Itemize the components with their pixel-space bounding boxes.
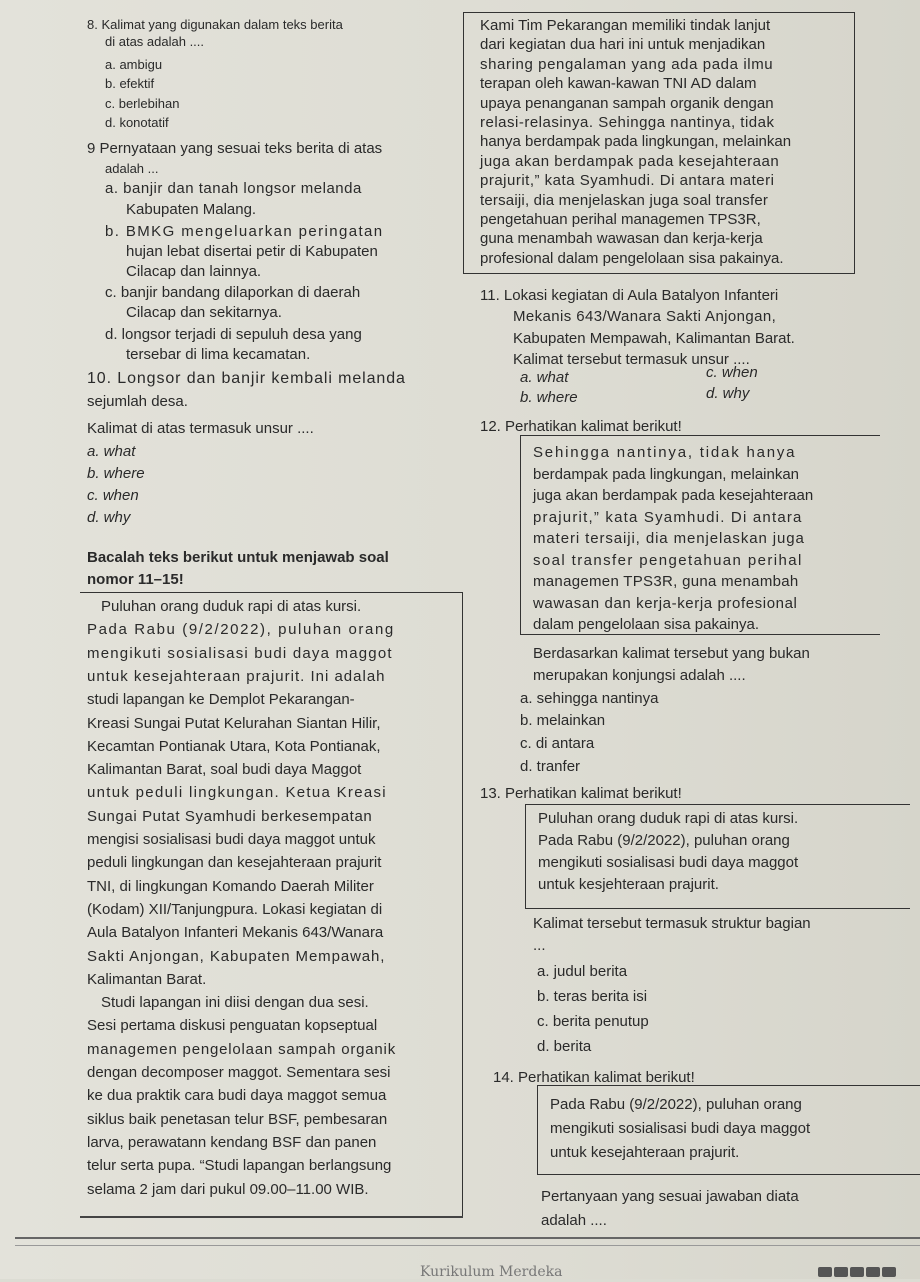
instruction-line: Bacalah teks berikut untuk menjawab soal — [87, 549, 389, 566]
q9-option: a. banjir dan tanah longsor melanda — [105, 180, 362, 197]
q12-quote-line: prajurit,” kata Syamhudi. Di antara — [533, 508, 803, 526]
article-left-line: mengikuti sosialisasi budi daya maggot — [87, 644, 393, 662]
q12-quote-line: Sehingga nantinya, tidak hanya — [533, 444, 797, 461]
q12-quote-line: managemen TPS3R, guna menambah — [533, 573, 799, 590]
q9-option: Cilacap dan sekitarnya. — [126, 304, 282, 321]
q12-option: c. di antara — [520, 735, 595, 752]
q8-question-line: 8. Kalimat yang digunakan dalam teks berita — [87, 17, 343, 32]
q12-stem: merupakan konjungsi adalah .... — [533, 667, 746, 684]
page-marker-icon — [818, 1264, 898, 1282]
q13-quote-line: Puluhan orang duduk rapi di atas kursi. — [538, 810, 799, 827]
article-left-line: (Kodam) XII/Tanjungpura. Lokasi kegiatan di — [87, 900, 383, 918]
q13-quote-line: untuk kesjehteraan prajurit. — [538, 876, 719, 893]
page-bottom-rule — [15, 1237, 920, 1239]
q12-option: a. sehingga nantinya — [520, 690, 659, 707]
page-bottom-rule-thin — [15, 1245, 920, 1246]
q9-option: hujan lebat disertai petir di Kabupaten — [126, 243, 378, 260]
q9-question-line: adalah ... — [105, 161, 159, 176]
q13-stem: ... — [533, 937, 546, 954]
q11-question-line: Kabupaten Mempawah, Kalimantan Barat. — [513, 330, 795, 347]
q13-option: d. berita — [537, 1038, 592, 1055]
article-right-line: dari kegiatan dua hari ini untuk menjadikan — [480, 36, 766, 54]
q13-stem: Kalimat tersebut termasuk struktur bagian — [533, 915, 811, 932]
q14-question: 14. Perhatikan kalimat berikut! — [493, 1069, 695, 1086]
q12-question: 12. Perhatikan kalimat berikut! — [480, 418, 682, 435]
q11-question-line: 11. Lokasi kegiatan di Aula Batalyon Infanteri — [480, 287, 779, 304]
q11-option: d. why — [706, 385, 750, 402]
article-left-line: Sungai Putat Syamhudi berkesempatan — [87, 807, 373, 825]
article-right-line: Kami Tim Pekarangan memiliki tindak lanjut — [480, 17, 771, 34]
article-right-line: guna menambah wawasan dan kerja-kerja — [480, 230, 763, 248]
article-left-line: mengisi sosialisasi budi daya maggot untuk — [87, 831, 376, 848]
article-right-line: juga akan berdampak pada kesejahteraan — [480, 152, 780, 170]
article-left-line: untuk kesejahteraan prajurit. Ini adalah — [87, 667, 386, 685]
q13-option: b. teras berita isi — [537, 988, 648, 1005]
article-left-line: Kecamtan Pontianak Utara, Kota Pontianak, — [87, 737, 381, 755]
footer-label: Kurikulum Merdeka — [420, 1264, 563, 1280]
q8-option: c. berlebihan — [105, 96, 180, 111]
q11-stem: Kalimat tersebut termasuk unsur .... — [513, 351, 750, 368]
article-left-line: Studi lapangan ini diisi dengan dua sesi. — [101, 994, 369, 1012]
article-left-line: TNI, di lingkungan Komando Daerah Militer — [87, 877, 374, 895]
q12-quote-line: berdampak pada lingkungan, melainkan — [533, 465, 800, 483]
article-left-line: Sesi pertama diskusi penguatan kopseptual — [87, 1017, 378, 1035]
article-left-line: peduli lingkungan dan kesejahteraan prajurit — [87, 854, 382, 872]
article-left-line: Aula Batalyon Infanteri Mekanis 643/Wanara — [87, 924, 384, 942]
q10-question-line: 10. Longsor dan banjir kembali melanda — [87, 370, 406, 387]
article-left-line: untuk peduli lingkungan. Ketua Kreasi — [87, 784, 387, 802]
q12-quote-line: materi tersaiji, dia menjelaskan juga — [533, 530, 805, 547]
instruction-line: nomor 11–15! — [87, 571, 184, 588]
q14-quote-line: Pada Rabu (9/2/2022), puluhan orang — [550, 1096, 802, 1113]
article-right-line: profesional dalam pengelolaan sisa pakainya. — [480, 249, 784, 267]
article-right-line: pengetahuan perihal managemen TPS3R, — [480, 211, 761, 228]
q13-question: 13. Perhatikan kalimat berikut! — [480, 785, 682, 802]
article-left-line: Puluhan orang duduk rapi di atas kursi. — [101, 598, 362, 615]
q13-quote-line: Pada Rabu (9/2/2022), puluhan orang — [538, 832, 790, 849]
q10-option: b. where — [87, 465, 145, 482]
q11-option: b. where — [520, 389, 578, 406]
q12-option: b. melainkan — [520, 712, 606, 729]
article-left-line: ke dua praktik cara budi daya maggot semua — [87, 1087, 387, 1105]
q13-option: a. judul berita — [537, 963, 628, 980]
q10-option: c. when — [87, 487, 139, 504]
q14-quote-line: mengikuti sosialisasi budi daya maggot — [550, 1120, 811, 1137]
q9-option: b. BMKG mengeluarkan peringatan — [105, 223, 384, 240]
article-left-line: managemen pengelolaan sampah organik — [87, 1040, 396, 1058]
article-left-line: Kreasi Sungai Putat Kelurahan Siantan Hilir, — [87, 714, 381, 732]
q12-quote-line: soal transfer pengetahuan perihal — [533, 551, 803, 569]
q9-question-line: 9 Pernyataan yang sesuai teks berita di atas — [87, 140, 383, 157]
article-left-line: dengan decomposer maggot. Sementara sesi — [87, 1064, 391, 1081]
article-left-line: Kalimantan Barat. — [87, 970, 207, 988]
q11-option: a. what — [520, 369, 569, 386]
q14-stem: adalah .... — [541, 1212, 607, 1229]
q9-option: Cilacap dan lainnya. — [126, 263, 262, 280]
q11-option: c. when — [706, 364, 758, 381]
q8-option: d. konotatif — [105, 115, 169, 130]
q10-stem: Kalimat di atas termasuk unsur .... — [87, 420, 314, 437]
article-right-line: tersaiji, dia menjelaskan juga soal transfer — [480, 191, 769, 209]
q9-option: tersebar di lima kecamatan. — [126, 346, 311, 363]
article-left-line: Sakti Anjongan, Kabupaten Mempawah, — [87, 947, 386, 965]
q12-quote-line: wawasan dan kerja-kerja profesional — [533, 594, 798, 612]
q10-question-line: sejumlah desa. — [87, 393, 188, 410]
q10-option: d. why — [87, 509, 131, 526]
article-right-line: upaya penanganan sampah organik dengan — [480, 94, 774, 112]
q8-option: b. efektif — [105, 76, 155, 91]
article-left-line: Kalimantan Barat, soal budi daya Maggot — [87, 761, 362, 779]
article-right-line: prajurit,” kata Syamhudi. Di antara materi — [480, 172, 775, 190]
q9-option: Kabupaten Malang. — [126, 201, 257, 218]
article-left-line: selama 2 jam dari pukul 09.00–11.00 WIB. — [87, 1180, 369, 1198]
q8-question-line: di atas adalah .... — [105, 34, 205, 49]
q9-option: d. longsor terjadi di sepuluh desa yang — [105, 326, 362, 343]
article-right-line: hanya berdampak pada lingkungan, melainkan — [480, 133, 792, 151]
q12-stem: Berdasarkan kalimat tersebut yang bukan — [533, 645, 810, 662]
q12-quote-line: dalam pengelolaan sisa pakainya. — [533, 616, 759, 633]
q11-question-line: Mekanis 643/Wanara Sakti Anjongan, — [513, 308, 777, 325]
q14-quote-line: untuk kesejahteraan prajurit. — [550, 1144, 740, 1161]
q14-stem: Pertanyaan yang sesuai jawaban diata — [541, 1188, 799, 1205]
q8-option: a. ambigu — [105, 57, 163, 72]
article-left-line: larva, perawatann kendang BSF dan panen — [87, 1133, 377, 1151]
article-left-line: telur serta pupa. “Studi lapangan berlangsung — [87, 1157, 392, 1175]
q12-quote-line: juga akan berdampak pada kesejahteraan — [533, 487, 814, 504]
article-bottom-rule — [80, 1216, 463, 1218]
article-left-line: Pada Rabu (9/2/2022), puluhan orang — [87, 621, 395, 639]
article-left-line: siklus baik penetasan telur BSF, pembesaran — [87, 1110, 388, 1128]
q10-option: a. what — [87, 443, 136, 460]
article-left-line: studi lapangan ke Demplot Pekarangan- — [87, 691, 355, 709]
q13-option: c. berita penutup — [537, 1013, 649, 1030]
article-right-line: relasi-relasinya. Sehingga nantinya, tidak — [480, 114, 775, 131]
article-right-line: terapan oleh kawan-kawan TNI AD dalam — [480, 75, 757, 93]
q12-option: d. tranfer — [520, 758, 581, 775]
article-right-line: sharing pengalaman yang ada pada ilmu — [480, 55, 774, 73]
q9-option: c. banjir bandang dilaporkan di daerah — [105, 284, 361, 301]
q13-quote-line: mengikuti sosialisasi budi daya maggot — [538, 854, 799, 871]
